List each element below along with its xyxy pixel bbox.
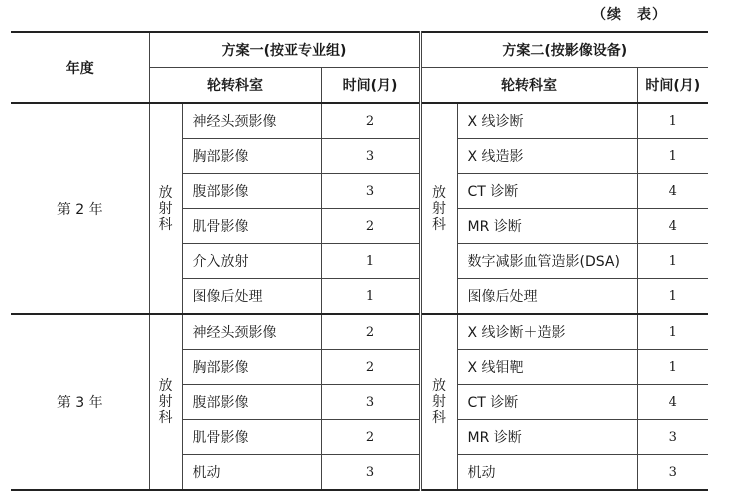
months-plan1: 1 (321, 279, 420, 315)
dept-char: 放 (432, 184, 446, 201)
room-plan1: 机动 (182, 455, 321, 491)
months-plan1: 1 (321, 244, 420, 279)
dept-char: 放 (158, 184, 173, 201)
continued-label: （续 表） (592, 7, 667, 23)
months-plan1: 3 (321, 174, 420, 209)
months-plan2: 1 (637, 279, 708, 315)
room-plan2: MR 诊断 (457, 420, 637, 455)
months-plan2: 1 (637, 244, 708, 279)
table-row (11, 314, 708, 350)
header-room-plan2: 轮转科室 (420, 68, 637, 104)
months-plan1: 3 (321, 385, 420, 420)
months-plan1: 2 (321, 103, 420, 139)
room-plan1: 神经头颈影像 (182, 103, 321, 139)
room-plan2: X 线造影 (457, 139, 637, 174)
dept-char: 放 (158, 378, 173, 394)
header-time-plan1: 时间(月) (321, 68, 420, 104)
room-plan1: 胸部影像 (182, 350, 321, 385)
months-plan2: 4 (637, 209, 708, 244)
dept-cell-plan2 (420, 103, 457, 314)
room-plan1: 肌骨影像 (182, 209, 321, 244)
dept-char: 科 (158, 410, 173, 426)
months-plan2: 1 (637, 139, 708, 174)
year-cell: 第 3 年 (11, 314, 149, 490)
room-plan2: MR 诊断 (457, 209, 637, 244)
months-plan2: 3 (637, 455, 708, 491)
room-plan2: X 线诊断＋造影 (457, 314, 637, 350)
dept-char: 放 (432, 378, 446, 394)
dept-cell-plan2 (420, 314, 457, 490)
months-plan2: 4 (637, 385, 708, 420)
dept-cell-plan1 (149, 103, 182, 314)
header-year: 年度 (11, 32, 149, 103)
dept-char: 射 (432, 394, 446, 410)
room-plan1: 图像后处理 (182, 279, 321, 315)
room-plan1: 神经头颈影像 (182, 314, 321, 350)
room-plan1: 胸部影像 (182, 139, 321, 174)
room-plan1: 腹部影像 (182, 174, 321, 209)
months-plan2: 1 (637, 103, 708, 139)
months-plan2: 1 (637, 314, 708, 350)
table-row (11, 103, 708, 139)
months-plan1: 2 (321, 209, 420, 244)
room-plan2: CT 诊断 (457, 174, 637, 209)
months-plan2: 3 (637, 420, 708, 455)
room-plan2: 数字减影血管造影(DSA) (457, 244, 637, 279)
room-plan1: 介入放射 (182, 244, 321, 279)
header-room-plan1: 轮转科室 (149, 68, 321, 104)
dept-char: 科 (158, 216, 173, 233)
room-plan2: X 线钼靶 (457, 350, 637, 385)
dept-char: 科 (432, 216, 446, 233)
dept-char: 射 (158, 394, 173, 410)
dept-char: 科 (432, 410, 446, 426)
months-plan1: 2 (321, 420, 420, 455)
room-plan2: 机动 (457, 455, 637, 491)
year-cell: 第 2 年 (11, 103, 149, 314)
room-plan1: 腹部影像 (182, 385, 321, 420)
dept-char: 射 (158, 200, 173, 217)
months-plan1: 2 (321, 314, 420, 350)
room-plan2: 图像后处理 (457, 279, 637, 315)
header-plan2: 方案二(按影像设备) (420, 32, 708, 68)
months-plan1: 2 (321, 350, 420, 385)
room-plan1: 肌骨影像 (182, 420, 321, 455)
header-plan1: 方案一(按亚专业组) (149, 32, 420, 68)
months-plan2: 1 (637, 350, 708, 385)
dept-char: 射 (432, 200, 446, 217)
room-plan2: X 线诊断 (457, 103, 637, 139)
header-time-plan2: 时间(月) (637, 68, 708, 104)
months-plan1: 3 (321, 139, 420, 174)
room-plan2: CT 诊断 (457, 385, 637, 420)
months-plan1: 3 (321, 455, 420, 491)
rotation-table (11, 31, 708, 491)
months-plan2: 4 (637, 174, 708, 209)
dept-cell-plan1 (149, 314, 182, 490)
